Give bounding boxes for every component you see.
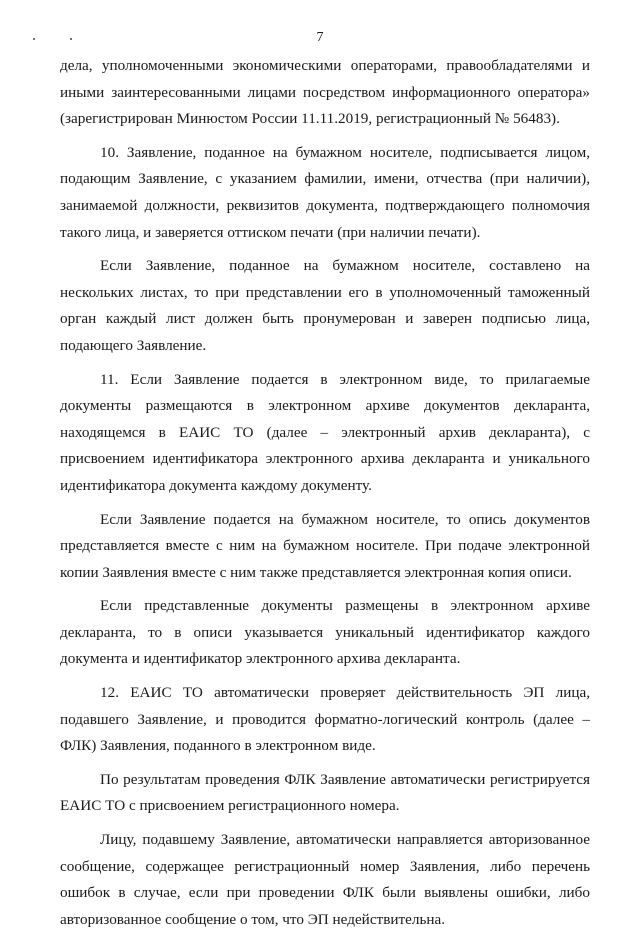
page-number: 7: [316, 30, 324, 45]
paragraph-12: 12. ЕАИС ТО автоматически проверяет действительность ЭП лица, подавшего Заявление, и проводится форматно-логический контроль (далее – ФЛК) Заявления, поданного в электронном виде.: [60, 684, 590, 755]
paragraph-11: 11. Если Заявление подается в электронном виде, то прилагаемые документы размещаются в электронном архиве документов декларанта, находящемся в ЕАИС ТО (далее – электронный архив декларанта), с присвоением идентификатора электронного архива декларанта и уникального идентификатора документа каждому документу.: [60, 370, 590, 494]
document-body: [60, 53, 590, 940]
paragraph-11-archive-inventory: Если представленные документы размещены в электронном архиве декларанта, то в описи указывается уникальный идентификатор каждого документа и идентификатор электронного архива декларанта.: [60, 597, 590, 668]
paragraph-12-registration: По результатам проведения ФЛК Заявление автоматически регистрируется ЕАИС ТО с присвоением регистрационного номера.: [60, 770, 590, 815]
paragraph-continuation: дела, уполномоченными экономическими операторами, правообладателями и иными заинтересованными лицами посредством информационного оператора» (зарегистрирован Минюстом России 11.11.2019, регистрационный № 56483).: [60, 57, 590, 128]
paragraph-12-notification: Лицу, подавшему Заявление, автоматически направляется авторизованное сообщение, содержащее регистрационный номер Заявления, либо перечень ошибок в случае, если при проведении ФЛК были выявлены ошибки, либо авторизованное сообщение о том, что ЭП недействительна.: [60, 831, 590, 928]
paragraph-11-paper-inventory: Если Заявление подается на бумажном носителе, то опись документов представляется вместе с ним на бумажном носителе. При подаче электронной копии Заявления вместе с ним также представляется электронная копия описи.: [60, 510, 590, 581]
paragraph-10: 10. Заявление, поданное на бумажном носителе, подписывается лицом, подающим Заявление, с указанием фамилии, имени, отчества (при наличии), занимаемой должности, реквизитов документа, подтверждающего полномочия такого лица, и заверяется оттиском печати (при наличии печати).: [60, 143, 590, 241]
paragraph-10-pages: Если Заявление, поданное на бумажном носителе, составлено на нескольких листах, то при представлении его в уполномоченный таможенный орган каждый лист должен быть пронумерован и заверен подписью лица, подающего Заявление.: [60, 257, 590, 354]
